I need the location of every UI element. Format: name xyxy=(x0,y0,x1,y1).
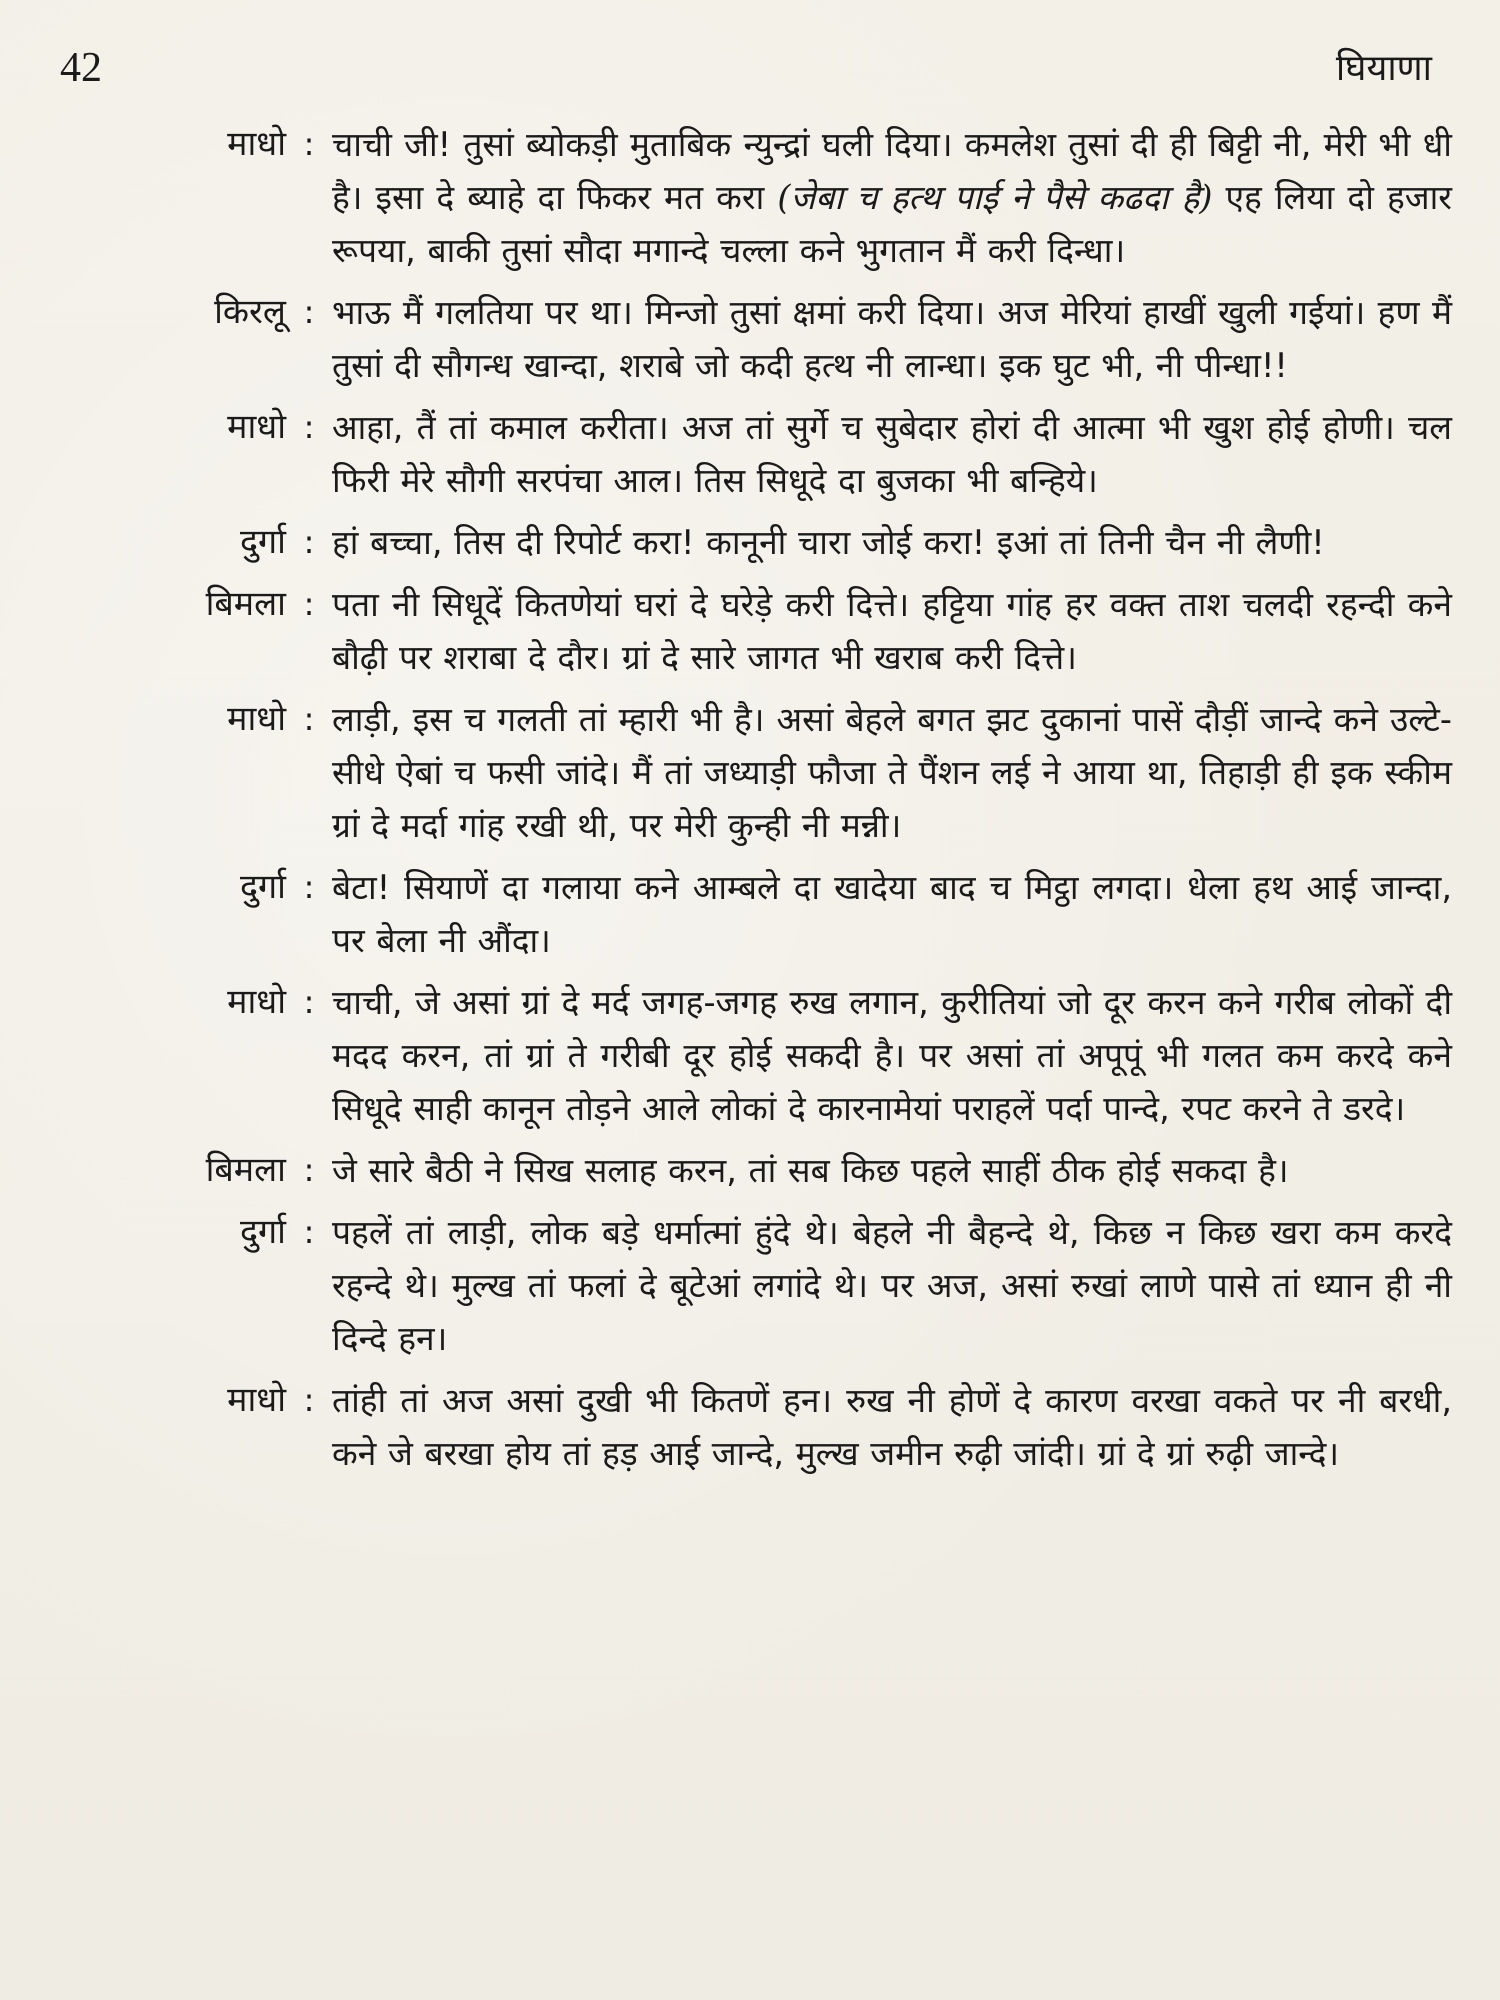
dialogue-turn xyxy=(0,693,1500,852)
speech-text: भाऊ मैं गलतिया पर था। मिन्जो तुसां क्षमां करी दिया। अज मेरियां हाखीं खुली गईयां। हण मैं तुसां दी सौगन्ध खान्दा, शराबे जो कदी हत्थ नी लान्धा। इक घुट भी, नी पीन्धा!! xyxy=(332,293,1452,385)
running-head: घियाणा xyxy=(1335,48,1432,89)
dialogue-turn xyxy=(0,516,1500,569)
dialogue-block xyxy=(0,118,1500,1489)
speaker-colon: : xyxy=(303,868,315,906)
speaker-name: माधो xyxy=(227,1380,286,1420)
speaker-name: बिमला xyxy=(205,584,286,624)
speaker-colon: : xyxy=(303,700,315,738)
speech-text: पहलें तां लाड़ी, लोक बड़े धर्मात्मां हुंदे थे। बेहले नी बैहन्दे थे, किछ न किछ खरा कम करदे रहन्दे थे। मुल्ख तां फलां दे बूटेआं लगांदे थे। पर अज, असां रुखां लाणे पासे तां ध्यान ही नी दिन्दे हन। xyxy=(332,1213,1452,1358)
speaker-colon: : xyxy=(303,1213,315,1251)
speaker-name: दुर्गा xyxy=(239,1212,286,1252)
dialogue-turn xyxy=(0,861,1500,967)
speech-text: हां बच्चा, तिस दी रिपोर्ट करा! कानूनी चारा जोई करा! इआं तां तिनी चैन नी लैणी! xyxy=(332,523,1325,562)
speaker-name: बिमला xyxy=(205,1150,286,1190)
speaker-name: दुर्गा xyxy=(239,522,286,562)
speaker-name: माधो xyxy=(227,124,286,164)
speaker-name: माधो xyxy=(227,982,286,1022)
speaker-colon: : xyxy=(303,293,315,331)
speaker-colon: : xyxy=(303,125,315,163)
dialogue-turn xyxy=(0,1374,1500,1480)
speech-text: चाची, जे असां ग्रां दे मर्द जगह-जगह रुख लगान, कुरीतियां जो दूर करन कने गरीब लोकों दी मदद करन, तां ग्रां ते गरीबी दूर होई सकदी है। पर असां तां अपूपूं भी गलत कम करदे कने सिधूदे साही कानून तोड़ने आले लोकां दे कारनामेयां पराहलें पर्दा पान्दे, रपट करने ते डरदे। xyxy=(332,983,1452,1128)
speech-part: चाची जी! तुसां ब्योकड़ी मुताबिक न्युन्द्रां घली दिया। कमलेश तुसां दी ही बिट्टी नी, मेरी भी धी है। इसा दे ब्याहे दा फिकर मत करा xyxy=(332,125,1452,217)
speech-text: लाड़ी, इस च गलती तां म्हारी भी है। असां बेहले बगत झट दुकानां पासें दौड़ीं जान्दे कने उल्टे-सीधे ऐबां च फसी जांदे। मैं तां जध्याड़ी फौजा ते पैंशन लई ने आया था, तिहाड़ी ही इक स्कीम ग्रां दे मर्दा गांह रखी थी, पर मेरी कुन्ही नी मन्नी। xyxy=(332,700,1452,845)
stage-direction: (जेबा च हत्थ पाई ने पैसे कढदा है) xyxy=(777,178,1213,217)
dialogue-turn xyxy=(0,1206,1500,1365)
speaker-name: दुर्गा xyxy=(239,867,286,907)
speaker-name: किरलू xyxy=(214,292,286,332)
speaker-name: माधो xyxy=(227,699,286,739)
speaker-name: माधो xyxy=(227,407,286,447)
speech-text: आहा, तैं तां कमाल करीता। अज तां सुर्गे च सुबेदार होरां दी आत्मा भी खुश होई होणी। चल फिरी मेरे सौगी सरपंचा आल। तिस सिधूदे दा बुजका भी बन्हिये। xyxy=(332,408,1452,500)
speaker-colon: : xyxy=(303,983,315,1021)
speech-text: तांही तां अज असां दुखी भी कितणें हन। रुख नी होणें दे कारण वरखा वकते पर नी बरधी, कने जे बरखा होय तां हड़ आई जान्दे, मुल्ख जमीन रुढ़ी जांदी। ग्रां दे ग्रां रुढ़ी जान्दे। xyxy=(332,1381,1452,1473)
dialogue-turn xyxy=(0,1144,1500,1197)
speech-text xyxy=(332,118,1452,277)
dialogue-turn xyxy=(0,401,1500,507)
speech-text: बेटा! सियाणें दा गलाया कने आम्बले दा खादेया बाद च मिट्ठा लगदा। धेला हथ आई जान्दा, पर बेला नी औंदा। xyxy=(332,868,1452,960)
speech-text: जे सारे बैठी ने सिख सलाह करन, तां सब किछ पहले साहीं ठीक होई सकदा है। xyxy=(332,1151,1289,1190)
speech-part: एह लिया दो हजार रूपया, बाकी तुसां सौदा मगान्दे चल्ला कने भुगतान मैं करी दिन्धा। xyxy=(332,178,1452,270)
speaker-colon: : xyxy=(303,1151,315,1189)
speech-text: पता नी सिधूदें कितणेयां घरां दे घरेड़े करी दित्ते। हट्टिया गांह हर वक्त ताश चलदी रहन्दी कने बौढ़ी पर शराबा दे दौर। ग्रां दे सारे जागत भी खराब करी दित्ते। xyxy=(332,585,1452,677)
speaker-colon: : xyxy=(303,1381,315,1419)
dialogue-turn xyxy=(0,286,1500,392)
page-number: 42 xyxy=(60,45,102,91)
dialogue-turn xyxy=(0,578,1500,684)
speaker-colon: : xyxy=(303,408,315,446)
dialogue-turn xyxy=(0,976,1500,1135)
speaker-colon: : xyxy=(303,523,315,561)
dialogue-turn xyxy=(0,118,1500,277)
speaker-colon: : xyxy=(303,585,315,623)
